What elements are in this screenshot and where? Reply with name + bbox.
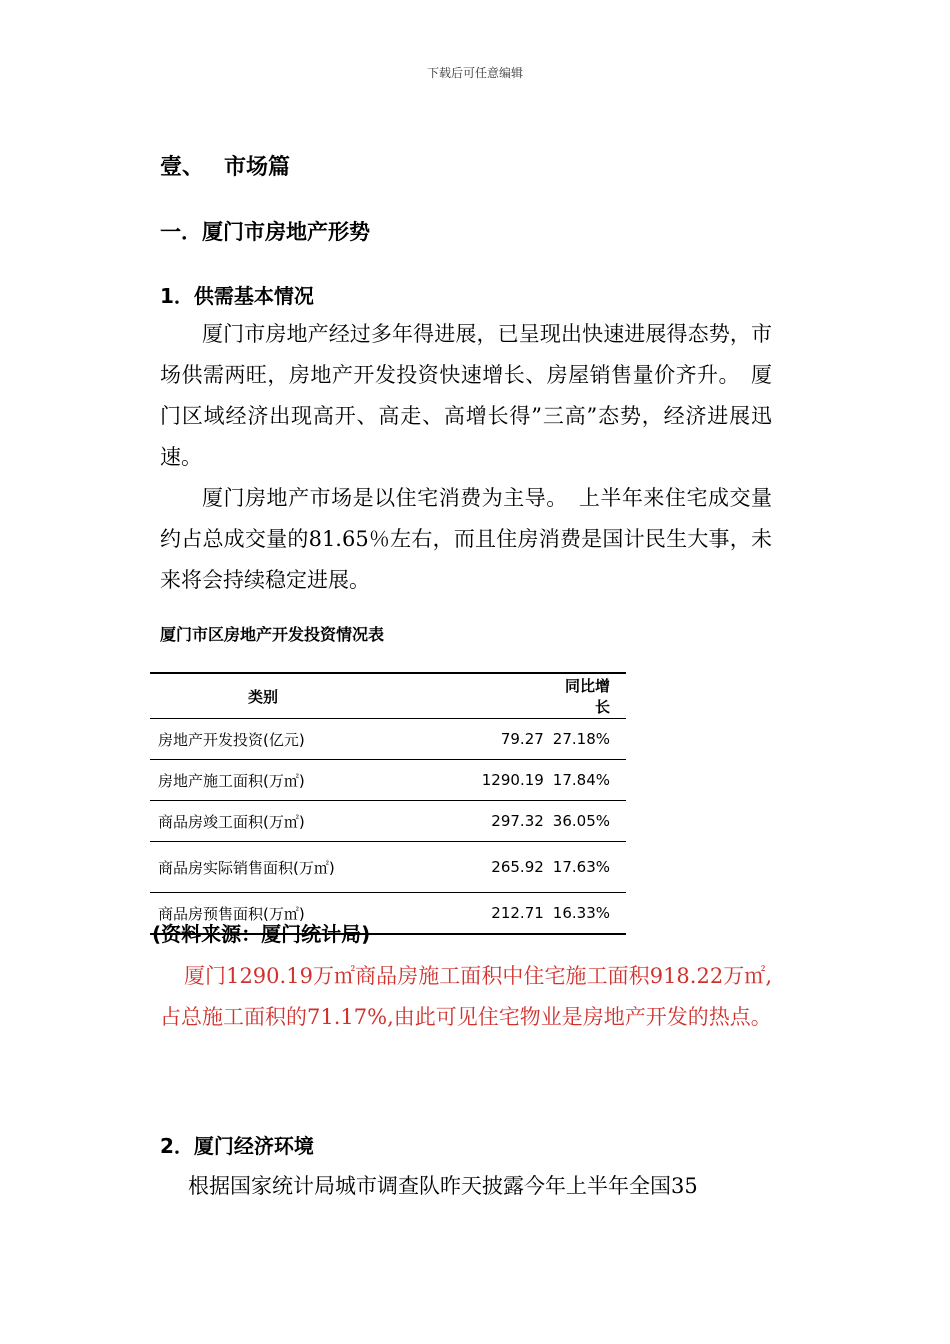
source-note: (资料来源：厦门统计局) — [152, 922, 371, 946]
table-cell-value: 212.71 — [446, 893, 552, 935]
page-header-note: 下载后可任意编辑 — [426, 66, 523, 80]
paragraph-residential: 厦门房地产市场是以住宅消费为主导。 上半年来住宅成交量约占总成交量的81.65％左右，而且住房消费是国计民生大事，未来将会持续稳定进展。 — [160, 486, 772, 592]
table-cell-value: 265.92 — [446, 842, 552, 893]
subsection-title: 一．厦门市房地产形势 — [160, 220, 370, 244]
table-cell-value: 79.27 — [446, 719, 552, 760]
table-header-row — [150, 673, 626, 719]
table-cell-growth: 16.33% — [552, 893, 626, 935]
table-row — [150, 760, 626, 801]
section-title — [160, 150, 290, 181]
investment-table — [150, 672, 626, 935]
section-name: 市场篇 — [224, 155, 291, 180]
table-cell-category: 商品房竣工面积(万㎡) — [150, 801, 446, 842]
table-cell-value: 1290.19 — [446, 760, 552, 801]
section-number: 壹、 — [160, 155, 205, 180]
column-header-category: 类别 — [150, 673, 446, 719]
column-header-growth: 同比增长 — [552, 673, 626, 719]
table-title: 厦门市区房地产开发投资情况表 — [160, 625, 385, 644]
table-row — [150, 842, 626, 893]
table-row — [150, 719, 626, 760]
table-cell-growth: 36.05% — [552, 801, 626, 842]
table-cell-category: 商品房实际销售面积(万㎡) — [150, 842, 446, 893]
table-cell-value: 297.32 — [446, 801, 552, 842]
table-cell-growth: 27.18% — [552, 719, 626, 760]
table-cell-growth: 17.84% — [552, 760, 626, 801]
highlight-paragraph: 厦门1290.19万㎡商品房施工面积中住宅施工面积918.22万㎡,占总施工面积的71.17%,由此可见住宅物业是房地产开发的热点。 — [160, 964, 772, 1029]
paragraph-statistics: 根据国家统计局城市调查队昨天披露今年上半年全国35 — [188, 1174, 698, 1198]
table-cell-category: 房地产开发投资(亿元) — [150, 719, 446, 760]
paragraph-market-overview: 厦门市房地产经过多年得进展，已呈现出快速进展得态势，市场供需两旺，房地产开发投资快速增长、房屋销售量价齐升。 厦门区域经济出现高开、高走、高增长得”三高”态势，经济进展迅速。 — [160, 322, 772, 469]
table-row — [150, 801, 626, 842]
column-header-value — [446, 673, 552, 719]
heading-economic-environment: 2．厦门经济环境 — [160, 1134, 314, 1158]
heading-supply-demand: 1．供需基本情况 — [160, 284, 314, 308]
table-cell-category: 商品房预售面积(万㎡) — [150, 893, 446, 935]
table-cell-category: 房地产施工面积(万㎡) — [150, 760, 446, 801]
table-cell-growth: 17.63% — [552, 842, 626, 893]
